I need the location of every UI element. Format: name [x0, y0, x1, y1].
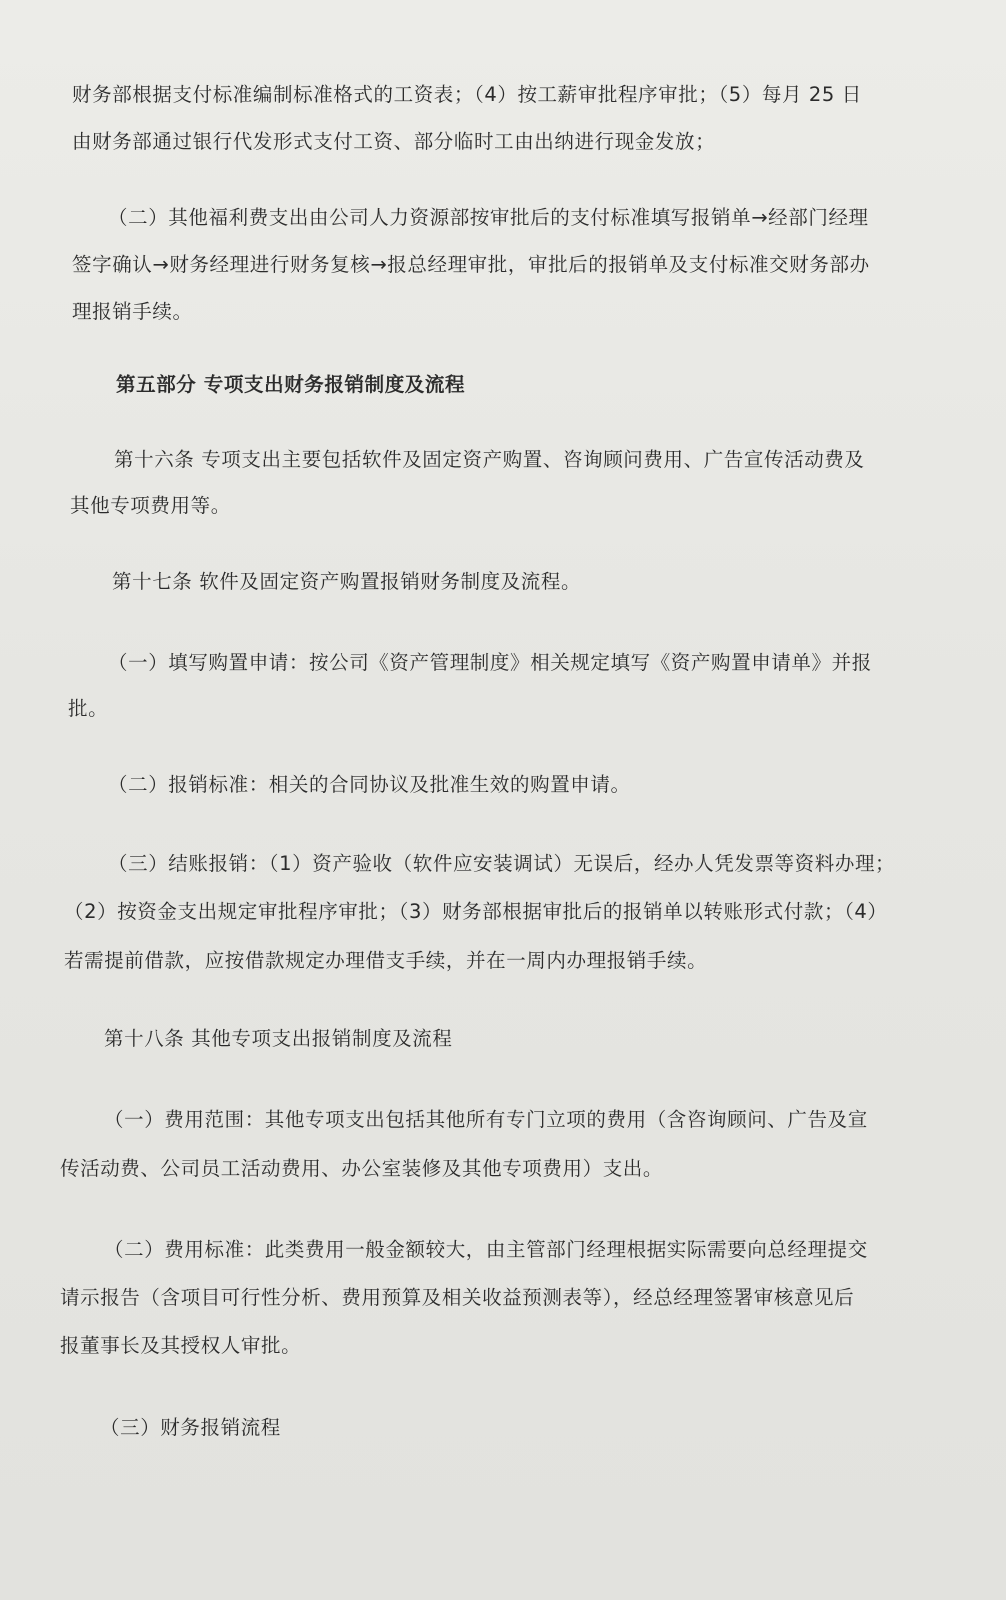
art18-heading: 第十八条 其他专项支出报销制度及流程: [104, 1027, 453, 1050]
art17-1-line-1: （一）填写购置申请：按公司《资产管理制度》相关规定填写《资产购置申请单》并报: [108, 651, 872, 674]
p2-line-2: 签字确认→财务经理进行财务复核→报总经理审批，审批后的报销单及支付标准交财务部办: [72, 253, 870, 276]
art18-1-line-2: 传活动费、公司员工活动费用、办公室装修及其他专项费用）支出。: [60, 1157, 664, 1180]
art17-heading: 第十七条 软件及固定资产购置报销财务制度及流程。: [112, 570, 582, 593]
art18-2-line-3: 报董事长及其授权人审批。: [60, 1334, 302, 1357]
art16-line-2: 其他专项费用等。: [70, 494, 231, 517]
art18-2-line-1: （二）费用标准：此类费用一般金额较大，由主管部门经理根据实际需要向总经理提交: [104, 1238, 868, 1261]
art17-3-line-3: 若需提前借款，应按借款规定办理借支手续，并在一周内办理报销手续。: [64, 949, 708, 972]
art17-1-line-2: 批。: [68, 697, 109, 720]
p1-line-1: 财务部根据支付标准编制标准格式的工资表；（4）按工薪审批程序审批；（5）每月 25 日: [72, 83, 862, 106]
art16-line-1: 第十六条 专项支出主要包括软件及固定资产购置、咨询顾问费用、广告宣传活动费及: [114, 448, 865, 471]
section-heading-5: 第五部分 专项支出财务报销制度及流程: [116, 373, 466, 396]
p2-line-1: （二）其他福利费支出由公司人力资源部按审批后的支付标准填写报销单→经部门经理: [108, 206, 869, 229]
art18-2-line-2: 请示报告（含项目可行性分析、费用预算及相关收益预测表等），经总经理签署审核意见后: [60, 1286, 855, 1309]
art18-3-line-1: （三）财务报销流程: [100, 1416, 281, 1439]
p2-line-3: 理报销手续。: [72, 300, 193, 323]
art17-2-line-1: （二）报销标准：相关的合同协议及批准生效的购置申请。: [108, 773, 631, 796]
art17-3-line-1: （三）结账报销：（1）资产验收（软件应安装调试）无误后，经办人凭发票等资料办理；: [108, 852, 896, 875]
art17-3-line-2: （2）按资金支出规定审批程序审批；（3）财务部根据审批后的报销单以转账形式付款；（4）: [64, 900, 888, 923]
art18-1-line-1: （一）费用范围：其他专项支出包括其他所有专门立项的费用（含咨询顾问、广告及宣: [104, 1108, 868, 1131]
p1-line-2: 由财务部通过银行代发形式支付工资、部分临时工由出纳进行现金发放；: [72, 130, 716, 153]
